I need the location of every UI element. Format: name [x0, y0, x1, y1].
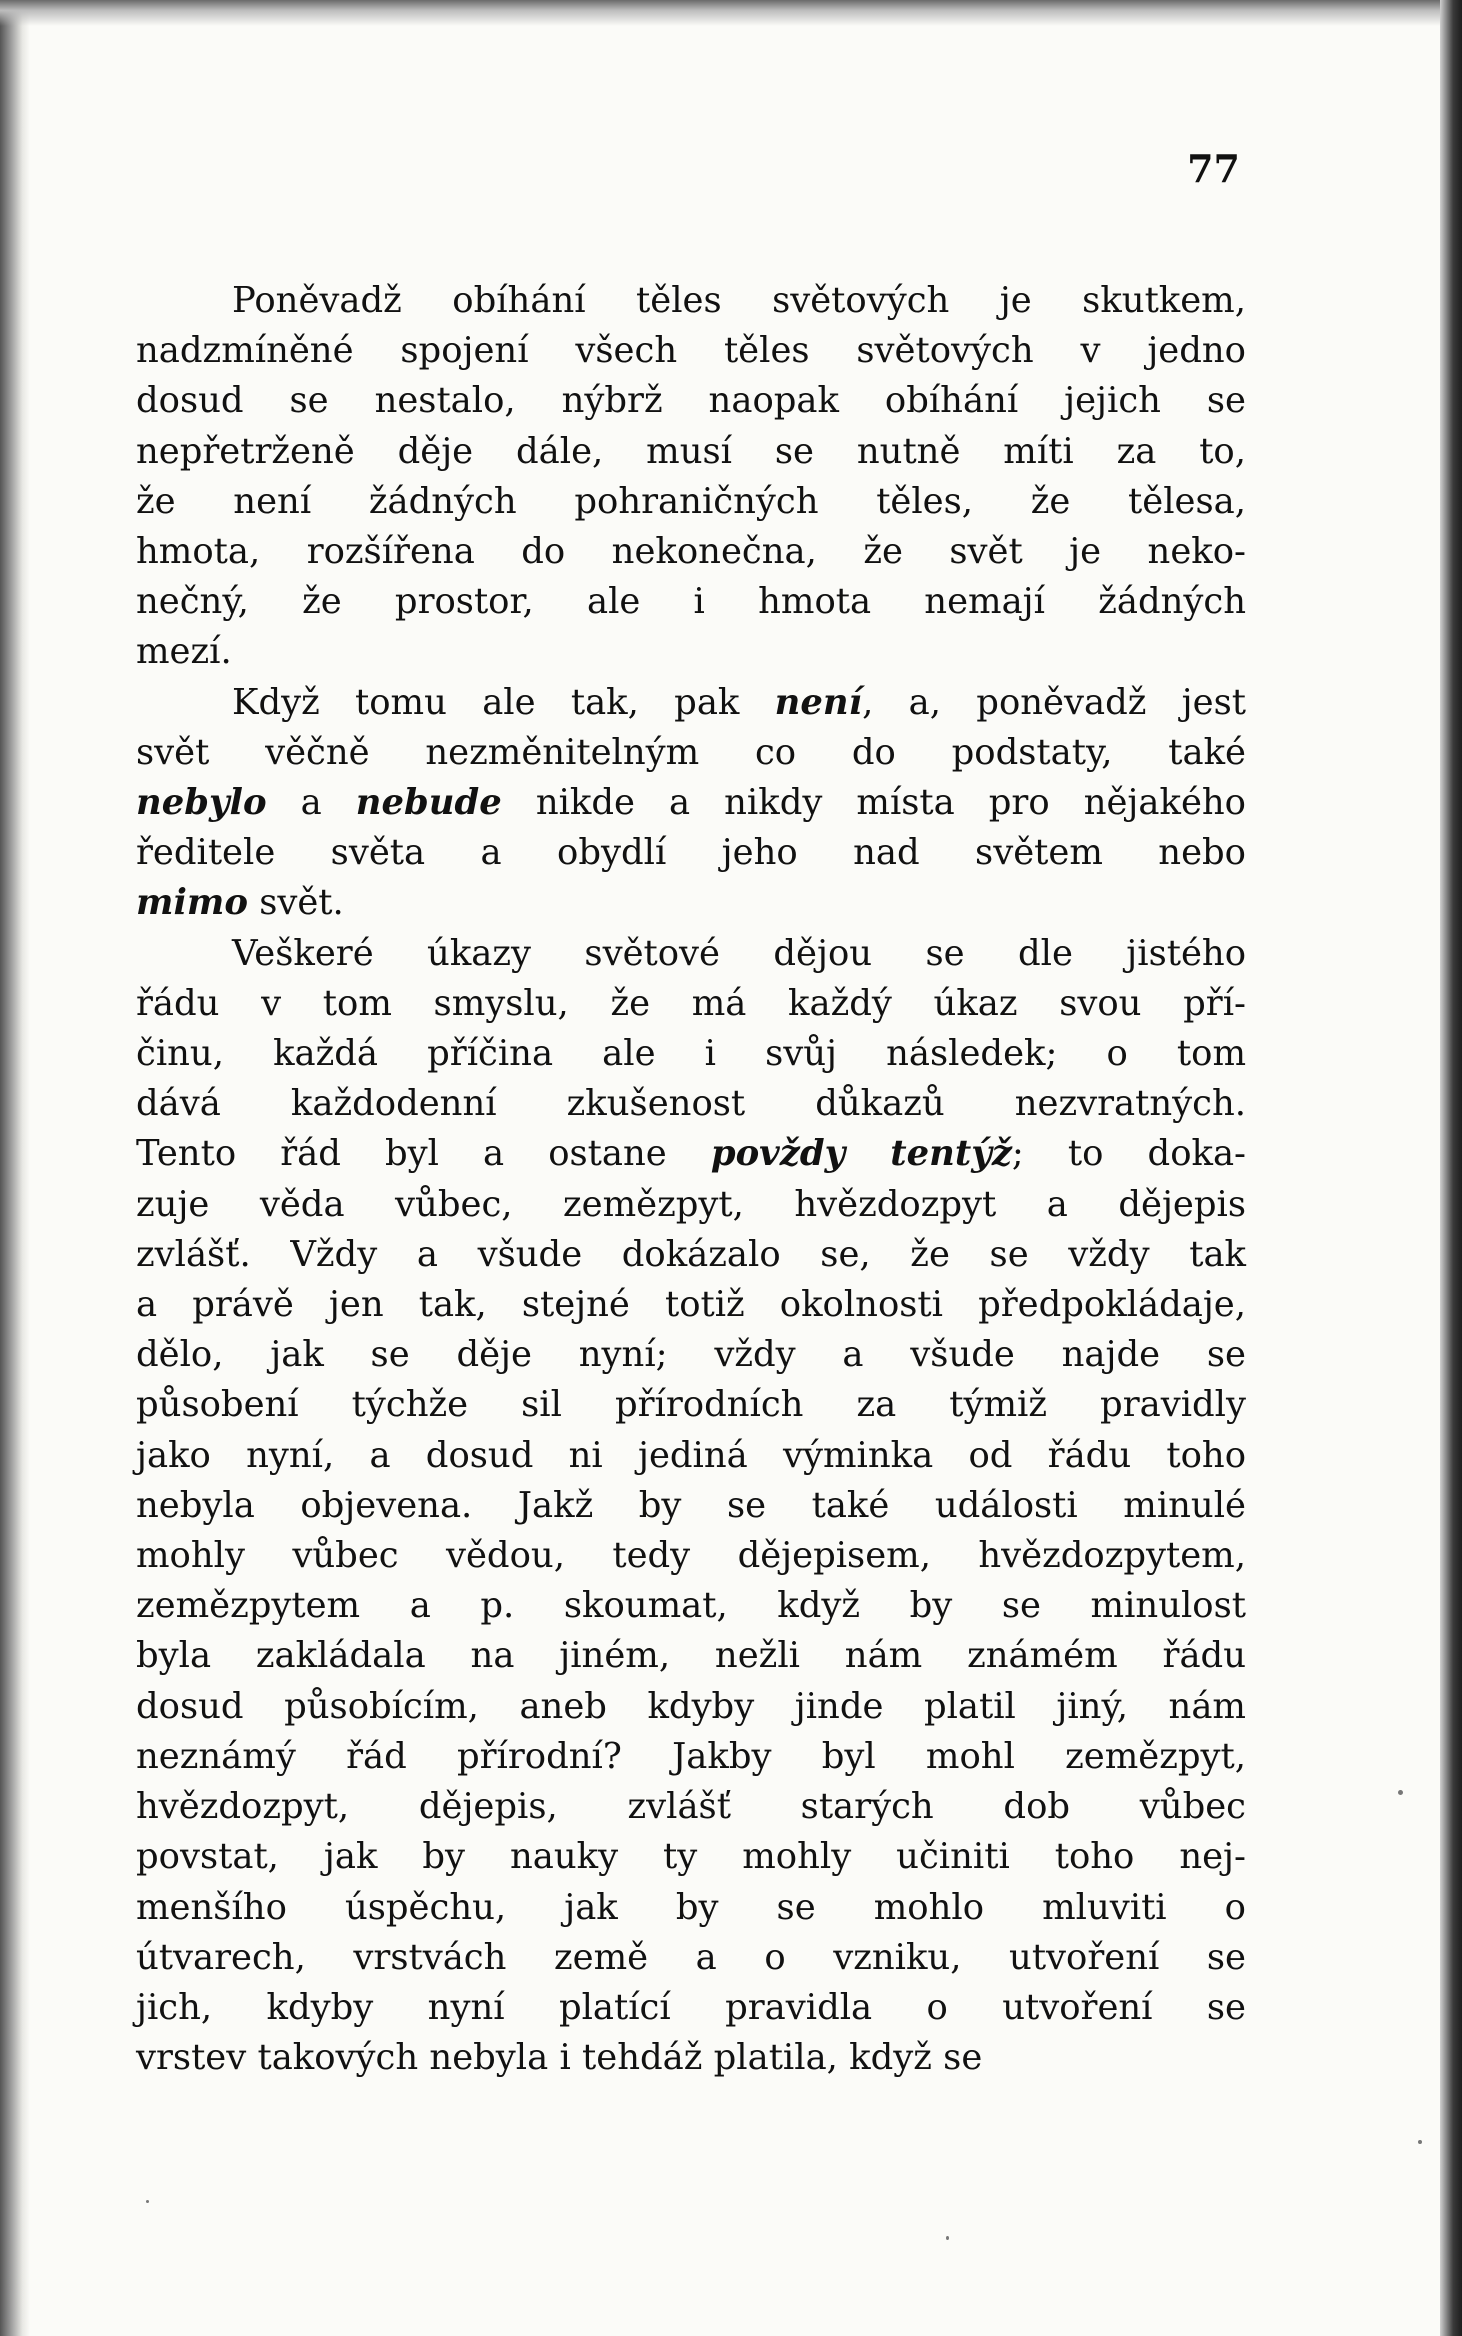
- text-line: [136, 1732, 1246, 1782]
- text-run: mohly vůbec vědou, tedy dějepisem, hvězdozpytem,: [136, 1535, 1246, 1577]
- text-line: [136, 1682, 1246, 1732]
- paper-speck: [946, 2236, 949, 2240]
- text-line: [136, 1933, 1246, 1983]
- text-run: nikde a nikdy místa pro nějakého: [501, 782, 1246, 824]
- text-line: [136, 1230, 1246, 1280]
- paper-speck: [1398, 1790, 1403, 1795]
- text-run: svět.: [247, 882, 344, 924]
- emphasized-text: nebylo: [136, 782, 267, 824]
- text-line: [136, 1079, 1246, 1129]
- paragraph-1: [136, 276, 1246, 678]
- text-line: [136, 1531, 1246, 1581]
- text-line: [136, 1983, 1246, 2033]
- text-line: [136, 1280, 1246, 1330]
- text-run: činu, každá příčina ale i svůj následek; o tom: [136, 1033, 1246, 1075]
- text-line: že není žádných pohraničných těles, že tělesa,: [136, 480, 1246, 522]
- text-run: dělo, jak se děje nyní; vždy a všude najde se: [136, 1334, 1246, 1376]
- text-line: nadzmíněné spojení všech těles světových v jedno: [136, 330, 1246, 372]
- text-run: menšího úspěchu, jak by se mohlo mluviti o: [136, 1886, 1246, 1928]
- text-run: útvarech, vrstvách země a o vzniku, utvoření se: [136, 1936, 1246, 1978]
- text-run: vrstev takových nebyla i tehdáž platila, když se: [136, 2037, 983, 2079]
- text-line: [136, 929, 1246, 979]
- text-run: Když tomu ale tak, pak: [232, 681, 775, 723]
- text-line: [136, 1029, 1246, 1079]
- paragraph-2: [136, 678, 1246, 929]
- text-run: zuje věda vůbec, zemězpyt, hvězdozpyt a dějepis: [136, 1183, 1246, 1225]
- text-run: ; to doka-: [1011, 1133, 1247, 1175]
- text-line: [136, 1832, 1246, 1882]
- text-run: zvlášť. Vždy a všude dokázalo se, že se vždy tak: [136, 1233, 1246, 1275]
- text-run: nebyla objevena. Jakž by se také události minulé: [136, 1484, 1246, 1526]
- paper-speck: [146, 2200, 149, 2203]
- emphasized-text: není: [774, 681, 863, 723]
- text-line: nepřetrženě děje dále, musí se nutně míti za to,: [136, 430, 1246, 472]
- text-run: jako nyní, a dosud ni jediná výminka od řádu toho: [136, 1434, 1246, 1476]
- body-text: [136, 276, 1246, 2083]
- paper-speck: [1418, 2140, 1422, 2144]
- page-number: 77: [1187, 146, 1240, 191]
- text-run: Veškeré úkazy světové dějou se dle jistého: [232, 932, 1246, 974]
- text-line: [136, 1782, 1246, 1832]
- text-line: [136, 2033, 1246, 2083]
- emphasized-text: mimo: [136, 882, 248, 924]
- text-line: nečný, že prostor, ale i hmota nemají žádných: [136, 581, 1246, 623]
- text-line: mezí.: [136, 631, 232, 673]
- text-run: Tento řád byl a ostane: [136, 1133, 711, 1175]
- text-run: a právě jen tak, stejné totiž okolnosti předpokládaje,: [136, 1284, 1246, 1326]
- text-line: [136, 1581, 1246, 1631]
- text-line: [136, 778, 1246, 828]
- text-run: byla zakládala na jiném, nežli nám známém řádu: [136, 1635, 1246, 1677]
- text-line: [136, 678, 1246, 728]
- text-run: hvězdozpyt, dějepis, zvlášť starých dob vůbec: [136, 1786, 1246, 1828]
- text-line: [136, 1481, 1246, 1531]
- emphasized-text: povždy tentýž: [710, 1133, 1012, 1175]
- text-line: dosud se nestalo, nýbrž naopak obíhání jejich se: [136, 380, 1246, 422]
- text-run: neznámý řád přírodní? Jakby byl mohl zemězpyt,: [136, 1735, 1246, 1777]
- text-line: [136, 979, 1246, 1029]
- text-line: [136, 1330, 1246, 1380]
- text-run: a: [266, 782, 356, 824]
- text-line: hmota, rozšířena do nekonečna, že svět je neko-: [136, 531, 1246, 573]
- text-run: svět věčně nezměnitelným co do podstaty, také: [136, 731, 1246, 773]
- text-line: [136, 1380, 1246, 1430]
- text-line: [136, 1129, 1246, 1179]
- text-line: [136, 878, 1246, 928]
- text-run: dosud působícím, aneb kdyby jinde platil jiný, nám: [136, 1685, 1246, 1727]
- text-run: řádu v tom smyslu, že má každý úkaz svou pří-: [136, 982, 1246, 1024]
- text-run: dává každodenní zkušenost důkazů nezvratných.: [136, 1083, 1246, 1125]
- top-page-edge: [0, 0, 1440, 26]
- text-run: ředitele světa a obydlí jeho nad světem nebo: [136, 832, 1246, 874]
- emphasized-text: nebude: [355, 782, 502, 824]
- text-line: [136, 1631, 1246, 1681]
- text-line: [136, 1883, 1246, 1933]
- text-run: povstat, jak by nauky ty mohly učiniti toho nej-: [136, 1836, 1246, 1878]
- text-run: jich, kdyby nyní platící pravidla o utvoření se: [136, 1986, 1246, 2028]
- text-run: působení týchže sil přírodních za týmiž pravidly: [136, 1384, 1246, 1426]
- text-line: [136, 728, 1246, 778]
- text-line: Poněvadž obíhání těles světových je skutkem,: [232, 280, 1246, 321]
- text-run: , a, poněvadž jest: [862, 681, 1246, 723]
- text-line: [136, 828, 1246, 878]
- text-line: [136, 1431, 1246, 1481]
- text-run: zemězpytem a p. skoumat, když by se minulost: [136, 1585, 1246, 1627]
- right-page-edge: [1440, 0, 1462, 2336]
- spine-shadow: [0, 0, 30, 2336]
- paragraph-3: [136, 929, 1246, 2084]
- text-line: [136, 1180, 1246, 1230]
